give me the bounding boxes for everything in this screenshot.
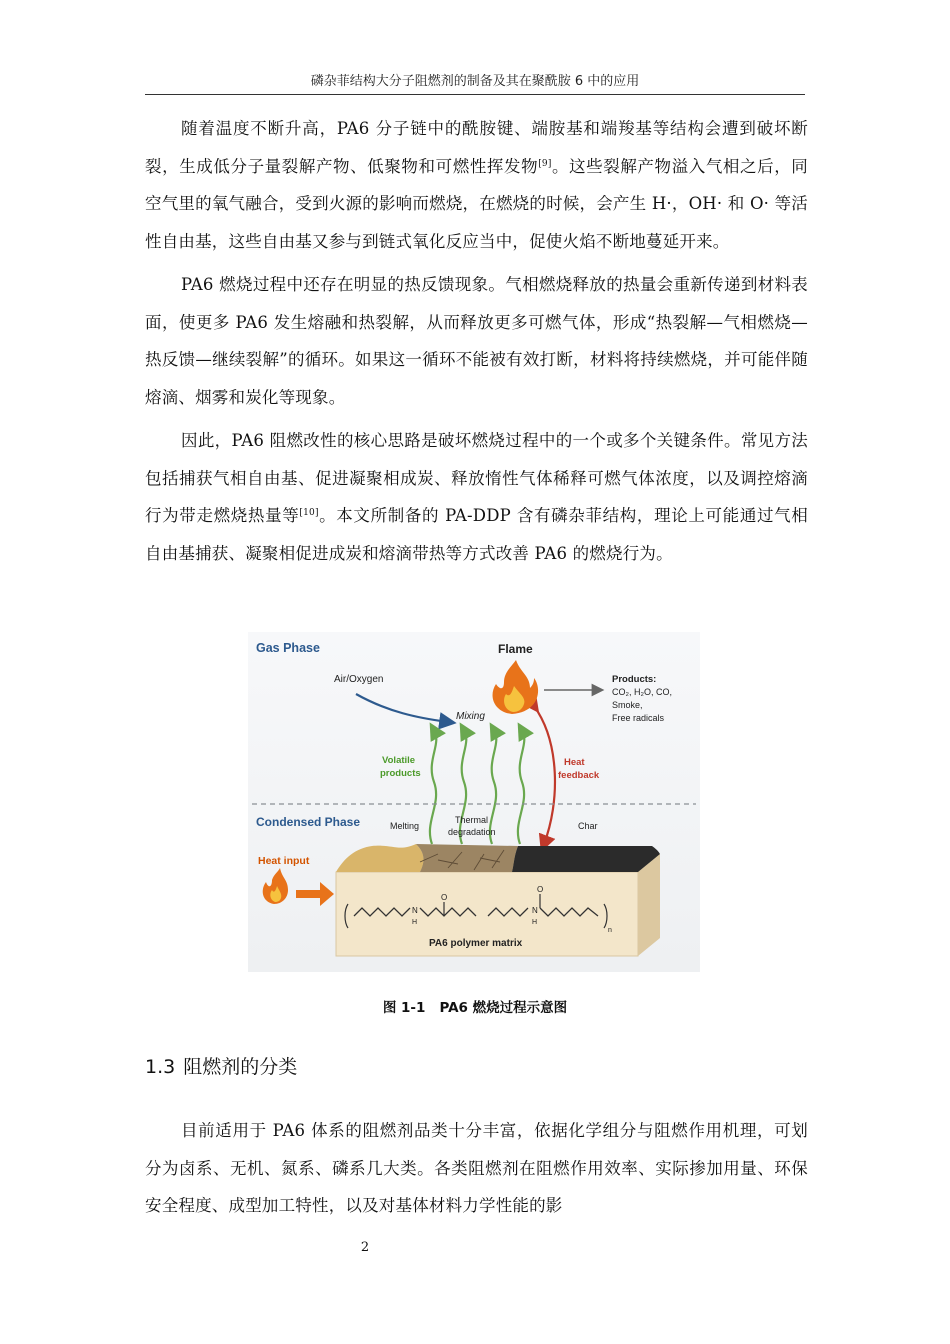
oxygen-atom-label: O [537, 885, 544, 894]
paragraph: 目前适用于 PA6 体系的阻燃剂品类十分丰富，依据化学组分与阻燃作用机理，可划分为卤系、无机、氮系、磷系几大类。各类阻燃剂在阻燃作用效率、实际掺加用量、环保安全程度、成型加工特性，以及对基体材料力学性能的影 [145, 1121, 808, 1215]
body-text-top [145, 110, 808, 578]
char-region [512, 846, 660, 872]
section-title: 阻燃剂的分类 [183, 1056, 298, 1078]
running-header: 磷杂菲结构大分子阻燃剂的制备及其在聚酰胺 6 中的应用 [145, 70, 805, 95]
matrix-label: PA6 polymer matrix [429, 938, 523, 949]
oxygen-atom-label: O [441, 893, 448, 902]
volatile-label-2: products [380, 768, 421, 779]
products-line-1: CO₂, H₂O, CO, [612, 687, 672, 697]
gas-phase-label: Gas Phase [256, 641, 320, 655]
body-text-bottom [145, 1112, 808, 1231]
hydrogen-atom-label: H [532, 919, 538, 926]
air-oxygen-label: Air/Oxygen [334, 674, 384, 685]
heat-feedback-label-1: Heat [564, 757, 585, 768]
thermal-label-1: Thermal [455, 815, 489, 825]
figure-caption [145, 996, 805, 1016]
volatile-label-1: Volatile [382, 755, 416, 766]
repeat-subscript: n [608, 927, 612, 934]
paragraph: PA6 燃烧过程中还存在明显的热反馈现象。气相燃烧释放的热量会重新传递到材料表面，使更多 PA6 发生熔融和热裂解，从而释放更多可燃气体，形成“热裂解—气相燃烧—热反馈—继续裂解”的循环。如果这一循环不能被有效打断，材料将持续燃烧，并可能伴随熔滴、烟雾和炭化等现象。 [145, 275, 808, 407]
citation-ref[interactable]: [9] [538, 158, 552, 169]
flame-label: Flame [498, 642, 533, 656]
melting-label: Melting [390, 821, 420, 831]
products-line-2: Smoke, [612, 700, 643, 710]
thermal-label-2: degradation [448, 827, 496, 837]
combustion-figure [248, 632, 700, 972]
heat-input-label: Heat input [258, 855, 310, 867]
paragraph: 因此，PA6 阻燃改性的核心思路是破坏燃烧过程中的一个或多个关键条件。常见方法包括捕获气相自由基、促进凝聚相成炭、释放惰性气体稀释可燃气体浓度，以及调控熔滴行为带走燃烧热量等[10]。本文所制备的 PA-DDP 含有磷杂菲结构，理论上可能通过气相自由基捕获、凝聚相促进成炭和熔滴带热等方式改善 PA6 的燃烧行为。 [145, 431, 808, 563]
condensed-phase-label: Condensed Phase [256, 815, 361, 829]
mixing-label: Mixing [456, 711, 485, 722]
section-number: 1.3 [145, 1056, 176, 1078]
hydrogen-atom-label: H [412, 919, 418, 926]
char-label: Char [578, 821, 598, 831]
nitrogen-atom-label: N [412, 906, 418, 915]
figure-title: PA6 燃烧过程示意图 [439, 1000, 568, 1016]
products-line-3: Free radicals [612, 713, 665, 723]
paragraph: 随着温度不断升高，PA6 分子链中的酰胺键、端胺基和端羧基等结构会遭到破坏断裂，生成低分子量裂解产物、低聚物和可燃性挥发物[9]。这些裂解产物溢入气相之后，同空气里的氧气融合，受到火源的影响而燃烧，在燃烧的时候，会产生 H·，OH· 和 O· 等活性自由基，这些自由基又参与到链式氧化反应当中，促使火焰不断地蔓延开来。 [145, 119, 808, 251]
degradation-region [416, 844, 518, 872]
page-number: 2 [360, 1240, 370, 1255]
products-title: Products: [612, 674, 657, 685]
heat-feedback-label-2: feedback [558, 770, 600, 781]
nitrogen-atom-label: N [532, 906, 538, 915]
section-heading [145, 1052, 297, 1079]
citation-ref[interactable]: [10] [299, 508, 319, 518]
figure-number: 图 1-1 [382, 1000, 426, 1016]
